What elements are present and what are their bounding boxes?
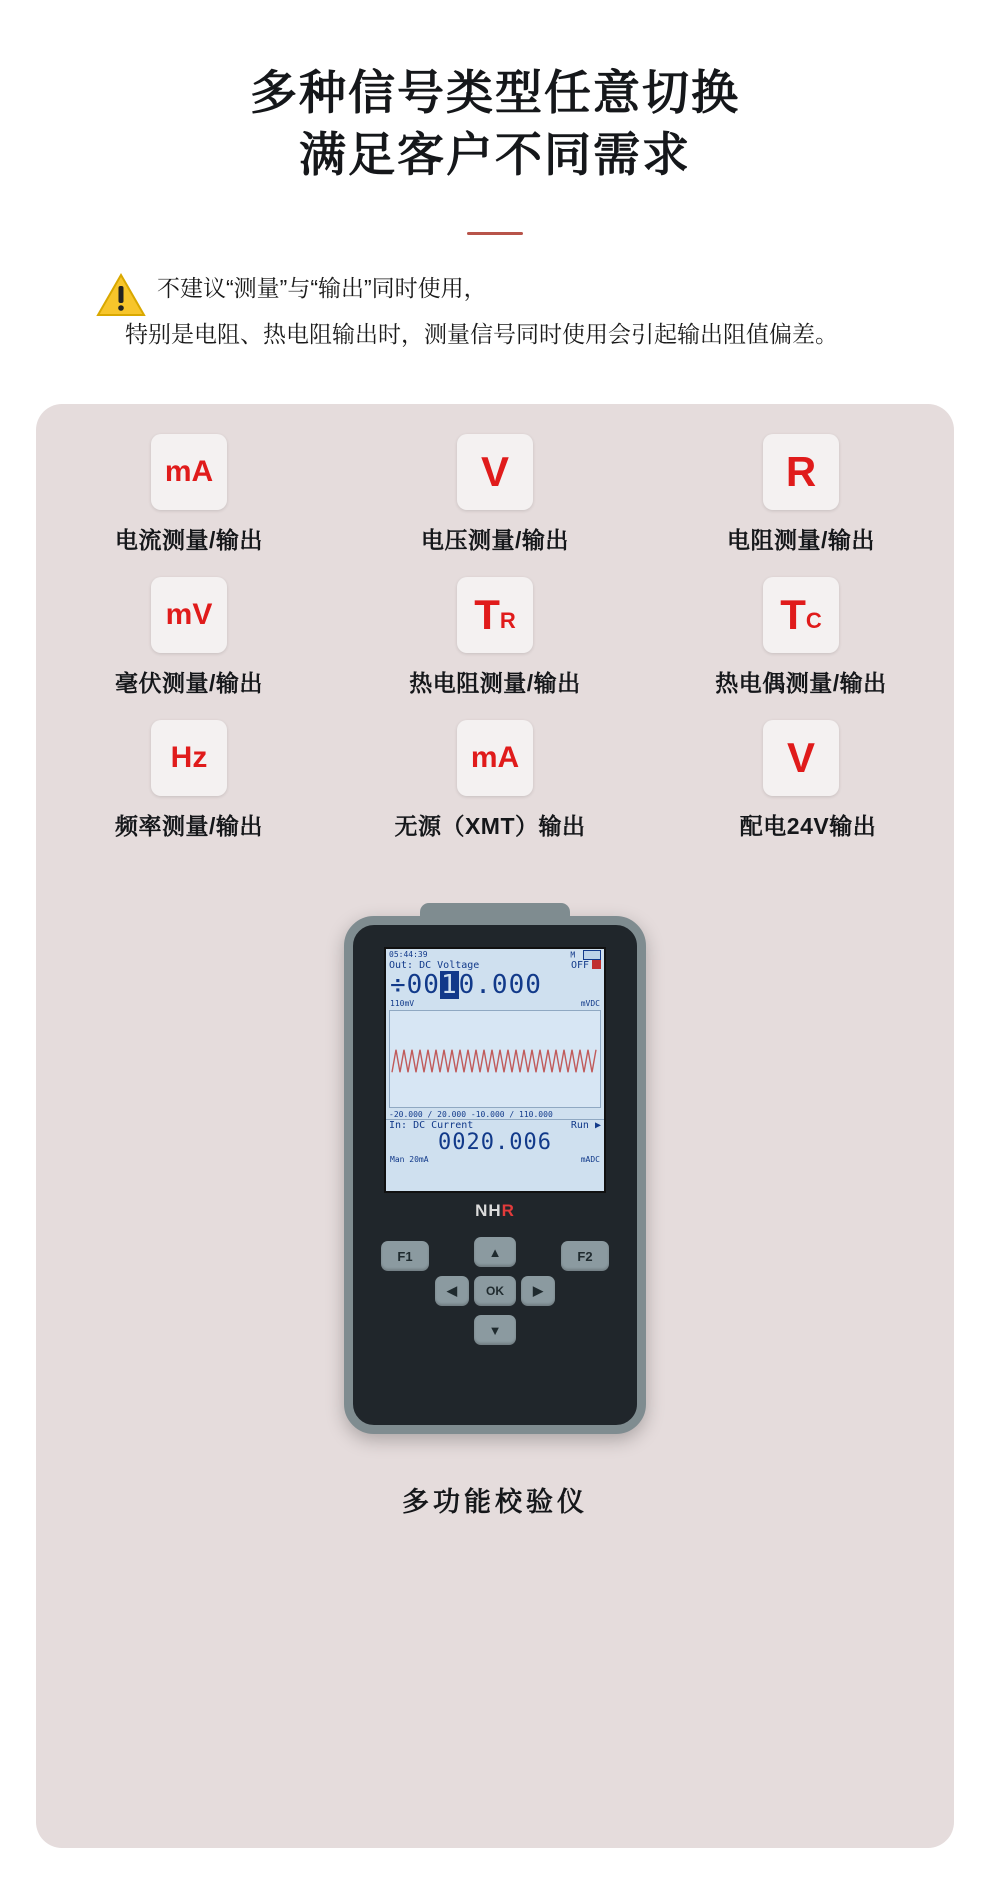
chip-symbol: mA bbox=[164, 455, 214, 488]
device-screen bbox=[384, 947, 606, 1193]
chip-symbol: mA bbox=[470, 741, 520, 774]
feature-label: 配电24V输出 bbox=[739, 813, 877, 839]
key-down[interactable]: ▼ bbox=[474, 1315, 516, 1345]
page-title bbox=[0, 62, 990, 186]
chip-symbol: Hz bbox=[170, 741, 208, 774]
device-caption: 多功能校验仪 bbox=[402, 1487, 588, 1517]
screen-output-range: 110mV bbox=[390, 999, 415, 1008]
feature-row bbox=[36, 555, 954, 698]
feature-label: 毫伏测量/输出 bbox=[115, 670, 263, 696]
feature-item-thermocouple bbox=[648, 555, 954, 698]
feature-label: 频率测量/输出 bbox=[115, 813, 263, 839]
feature-item-rtd bbox=[342, 555, 648, 698]
output-value-cursor: 1 bbox=[440, 970, 458, 1000]
calibrator-device bbox=[344, 916, 646, 1434]
screen-mode-battery bbox=[570, 950, 601, 960]
feature-panel bbox=[36, 404, 954, 1848]
screen-wave-scale: -20.000 / 20.000 -10.000 / 110.000 bbox=[389, 1110, 553, 1119]
brand-text-left: NH bbox=[475, 1201, 502, 1220]
screen-output-state: OFF bbox=[570, 960, 589, 971]
warning-note-line2: 特别是电阻、热电阻输出时，测量信号同时使用会引起输出阻值偏差。 bbox=[125, 321, 838, 347]
screen-output-subrow bbox=[386, 999, 604, 1008]
device-keypad bbox=[353, 1227, 637, 1407]
icon-chip-v bbox=[457, 434, 533, 510]
screen-input-state: Run ▶ bbox=[570, 1120, 601, 1131]
key-right[interactable]: ▶ bbox=[521, 1276, 555, 1306]
feature-item-24v-supply bbox=[648, 698, 954, 841]
output-value-suffix: 0.000 bbox=[458, 970, 542, 1000]
screen-output-unit: mVDC bbox=[580, 999, 600, 1008]
screen-output-state-wrap bbox=[571, 960, 601, 971]
feature-label: 电流测量/输出 bbox=[115, 527, 263, 553]
icon-chip-r bbox=[763, 434, 839, 510]
screen-output-label: Out: DC Voltage bbox=[389, 960, 480, 971]
feature-item-frequency bbox=[36, 698, 342, 841]
key-ok[interactable]: OK bbox=[474, 1276, 516, 1306]
warning-triangle-icon bbox=[96, 273, 146, 317]
page-title-line2: 满足客户不同需求 bbox=[299, 128, 691, 181]
feature-item-millivolt bbox=[36, 555, 342, 698]
chip-symbol: T bbox=[474, 591, 500, 638]
feature-label: 无源（XMT）输出 bbox=[394, 813, 586, 839]
input-state-text: Run bbox=[570, 1120, 589, 1131]
key-f2[interactable]: F2 bbox=[561, 1241, 609, 1271]
brand-text-right: R bbox=[501, 1201, 515, 1220]
device-top-clip bbox=[420, 903, 570, 923]
chip-symbol: V bbox=[480, 448, 509, 495]
output-state-indicator bbox=[592, 960, 601, 969]
chip-symbol: mV bbox=[165, 598, 213, 631]
screen-time: 05:44:39 bbox=[389, 950, 428, 959]
icon-chip-ma-passive bbox=[457, 720, 533, 796]
icon-chip-hz bbox=[151, 720, 227, 796]
waveform-plot bbox=[389, 1010, 601, 1108]
device-illustration bbox=[36, 916, 954, 1434]
chip-symbol-sub: R bbox=[499, 608, 516, 633]
feature-grid bbox=[36, 424, 954, 841]
feature-label: 热电阻测量/输出 bbox=[409, 670, 581, 696]
screen-input-value: 0020.006 bbox=[438, 1130, 552, 1155]
chip-symbol: R bbox=[785, 448, 817, 495]
screen-status-bar bbox=[386, 949, 604, 960]
feature-item-current bbox=[36, 424, 342, 555]
icon-chip-mv bbox=[151, 577, 227, 653]
output-value-prefix: ÷00 bbox=[390, 970, 440, 1000]
key-left[interactable]: ◀ bbox=[435, 1276, 469, 1306]
feature-label: 电阻测量/输出 bbox=[727, 527, 875, 553]
screen-input-mode: Man 20mA bbox=[390, 1155, 429, 1164]
warning-note bbox=[0, 271, 990, 351]
page-title-line1: 多种信号类型任意切换 bbox=[250, 66, 740, 119]
icon-chip-tc bbox=[763, 577, 839, 653]
key-up[interactable]: ▲ bbox=[474, 1237, 516, 1267]
icon-chip-v-24 bbox=[763, 720, 839, 796]
device-brand-logo bbox=[353, 1201, 637, 1221]
title-divider bbox=[467, 232, 523, 235]
screen-input-subrow bbox=[386, 1155, 604, 1164]
chip-symbol: V bbox=[786, 734, 815, 781]
feature-row bbox=[36, 424, 954, 555]
feature-item-passive-xmt bbox=[342, 698, 648, 841]
chip-symbol: T bbox=[780, 591, 806, 638]
screen-output-value bbox=[386, 971, 604, 999]
chip-symbol-sub: C bbox=[805, 608, 822, 633]
page-header bbox=[0, 0, 990, 235]
feature-item-resistance bbox=[648, 424, 954, 555]
feature-item-voltage bbox=[342, 424, 648, 555]
key-f1[interactable]: F1 bbox=[381, 1241, 429, 1271]
warning-note-line1: 不建议“测量”与“输出”同时使用， bbox=[157, 275, 487, 301]
feature-label: 电压测量/输出 bbox=[421, 527, 569, 553]
icon-chip-tr bbox=[457, 577, 533, 653]
icon-chip-ma bbox=[151, 434, 227, 510]
screen-mode-flag: M bbox=[570, 950, 576, 960]
feature-row bbox=[36, 698, 954, 841]
screen-input-label: In: DC Current bbox=[389, 1120, 474, 1131]
screen-input-unit: mADC bbox=[580, 1155, 600, 1164]
feature-label: 热电偶测量/输出 bbox=[715, 670, 887, 696]
battery-icon bbox=[583, 950, 601, 960]
